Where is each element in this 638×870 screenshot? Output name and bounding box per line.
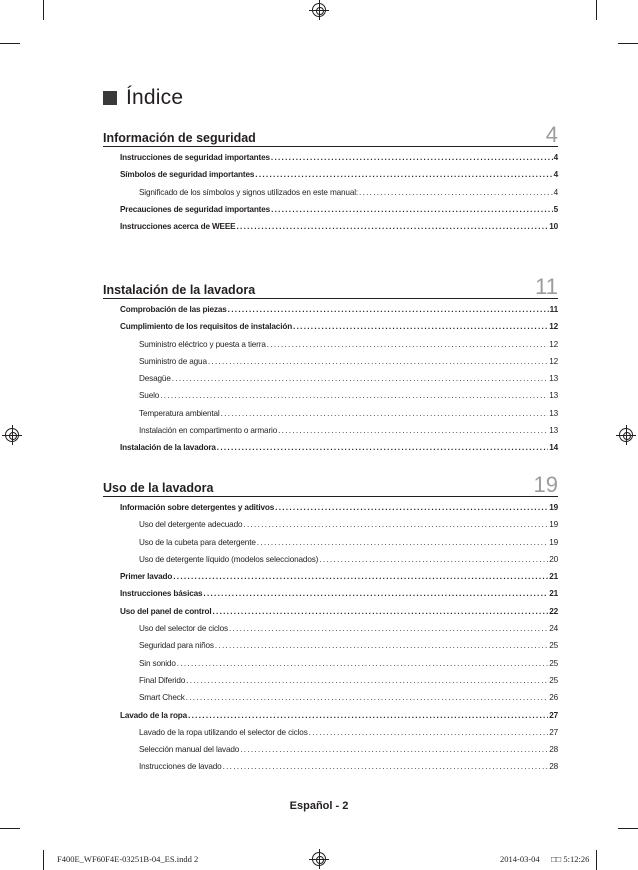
toc-entry[interactable] <box>103 340 558 357</box>
dot-leader <box>208 357 548 366</box>
dot-leader <box>186 693 549 702</box>
toc-entry[interactable] <box>103 357 558 374</box>
toc-entry-label: Suelo <box>139 391 160 401</box>
toc-entry-page: 28 <box>549 762 558 772</box>
dot-leader <box>186 676 548 685</box>
toc-entry-label: Instalación de la lavadora <box>120 443 216 453</box>
dot-leader <box>319 555 548 564</box>
toc-entry-page: 4 <box>553 170 558 180</box>
dot-leader <box>173 572 548 581</box>
slug-time: □□ 5:12:26 <box>551 854 590 864</box>
dot-leader <box>255 170 552 179</box>
toc-entry-label: Instrucciones de lavado <box>139 762 222 772</box>
toc-entry[interactable] <box>103 693 558 710</box>
heading-square-icon <box>103 91 117 105</box>
toc-section-instalacion <box>103 274 558 461</box>
toc-entry[interactable] <box>103 641 558 658</box>
dot-leader <box>275 503 548 512</box>
toc-entry-page: 12 <box>549 339 558 349</box>
dot-leader <box>271 153 553 162</box>
toc-entry-page: 25 <box>549 675 558 685</box>
toc-entry-page: 19 <box>549 537 558 547</box>
dot-leader <box>236 222 548 231</box>
section-header <box>103 472 558 497</box>
toc-entry-label: Lavado de la ropa utilizando el selector de ciclos <box>139 727 308 737</box>
dot-leader <box>271 205 553 214</box>
crop-mark-top-right-v <box>596 0 597 20</box>
slug-file: F400E_WF60F4E-03251B-04_ES.indd 2 <box>57 854 199 864</box>
dot-leader <box>278 426 548 435</box>
toc-entry[interactable] <box>103 520 558 537</box>
toc-entry-page: 4 <box>553 153 558 162</box>
toc-entry-page: 19 <box>549 503 558 512</box>
section-entries <box>103 153 558 239</box>
dot-leader <box>309 728 549 737</box>
toc-entry[interactable] <box>103 728 558 745</box>
toc-entry-label: Símbolos de seguridad importantes <box>120 170 255 180</box>
toc-entry-page: 20 <box>549 554 558 564</box>
dot-leader <box>267 340 548 349</box>
crop-mark-bottom-left-h <box>0 828 20 829</box>
dot-leader <box>212 607 548 616</box>
toc-entry-page: 21 <box>549 589 558 599</box>
toc-entry-page: 25 <box>549 641 558 651</box>
section-header <box>103 274 558 299</box>
toc-entry-label: Instrucciones acerca de WEEE <box>120 222 236 232</box>
dot-leader <box>359 188 553 197</box>
toc-entry-page: 22 <box>549 606 558 616</box>
toc-entry[interactable] <box>103 538 558 555</box>
slug-date: 2014-03-04 <box>500 854 540 864</box>
registration-mark-icon <box>619 428 633 442</box>
crop-mark-bottom-right-h <box>618 828 638 829</box>
toc-entry-page: 26 <box>549 693 558 703</box>
toc-entry[interactable] <box>103 607 558 624</box>
toc-entry-label: Cumplimiento de los requisitos de instalación <box>120 322 293 332</box>
toc-entry[interactable] <box>103 322 558 339</box>
toc-entry-label: Uso del detergente adecuado <box>139 520 243 530</box>
toc-entry[interactable] <box>103 305 558 322</box>
toc-entry-page: 5 <box>553 204 558 214</box>
toc-entry-label: Uso de detergente líquido (modelos seleccionados) <box>139 554 319 564</box>
toc-entry-label: Instalación en compartimento o armario <box>139 426 278 436</box>
toc-entry-label: Sin sonido <box>139 658 176 668</box>
toc-entry-label: Seguridad para niños <box>139 641 214 651</box>
toc-entry[interactable] <box>103 762 558 779</box>
toc-entry-page: 13 <box>549 408 558 418</box>
registration-mark-icon <box>312 3 326 17</box>
toc-entry[interactable] <box>103 153 558 170</box>
page-footer: Español - 2 <box>289 800 349 812</box>
dot-leader <box>203 589 548 598</box>
section-page-number: 4 <box>545 122 558 147</box>
toc-heading <box>103 86 183 110</box>
toc-title: Índice <box>126 86 184 109</box>
toc-entry[interactable] <box>103 745 558 762</box>
crop-mark-top-right-h <box>618 43 638 44</box>
toc-section-uso <box>103 472 558 780</box>
registration-mark-icon <box>5 428 19 442</box>
toc-entry-label: Final Diferido <box>139 675 186 685</box>
dot-leader <box>188 711 548 720</box>
toc-entry-label: Uso del panel de control <box>120 606 212 616</box>
toc-entry-label: Primer lavado <box>120 572 173 582</box>
section-title: Información de seguridad <box>103 131 256 145</box>
toc-entry-label: Precauciones de seguridad importantes <box>120 204 271 214</box>
toc-entry-page: 12 <box>549 356 558 366</box>
crop-mark-bottom-right-v <box>596 850 597 870</box>
toc-entry-label: Comprobación de las piezas <box>120 305 227 314</box>
section-title: Uso de la lavadora <box>103 481 214 495</box>
toc-entry-page: 21 <box>549 572 558 582</box>
toc-entry-label: Temperatura ambiental <box>139 408 220 418</box>
toc-entry[interactable] <box>103 589 558 606</box>
dot-leader <box>293 322 548 331</box>
toc-entry-label: Selección manual del lavado <box>139 745 240 755</box>
toc-entry-label: Lavado de la ropa <box>120 710 188 720</box>
toc-entry-label: Suministro de agua <box>139 356 207 366</box>
toc-entry-page: 27 <box>549 710 558 720</box>
dot-leader <box>172 374 548 383</box>
section-page-number: 11 <box>535 274 558 299</box>
dot-leader <box>160 391 548 400</box>
toc-entry-page: 12 <box>549 322 558 332</box>
section-entries <box>103 305 558 461</box>
section-entries <box>103 503 558 780</box>
crop-mark-top-left-h <box>0 43 20 44</box>
toc-entry[interactable] <box>103 205 558 222</box>
toc-entry-label: Suministro eléctrico y puesta a tierra <box>139 339 266 349</box>
dot-leader <box>257 538 548 547</box>
toc-entry[interactable] <box>103 222 558 239</box>
toc-entry[interactable] <box>103 426 558 443</box>
toc-entry[interactable] <box>103 572 558 589</box>
toc-entry[interactable] <box>103 443 558 460</box>
toc-entry-page: 19 <box>549 520 558 530</box>
toc-entry-label: Uso de la cubeta para detergente <box>139 537 256 547</box>
dot-leader <box>229 624 548 633</box>
dot-leader <box>177 659 548 668</box>
toc-entry[interactable] <box>103 624 558 641</box>
toc-entry-page: 13 <box>549 391 558 401</box>
section-title: Instalación de la lavadora <box>103 283 256 297</box>
toc-entry[interactable] <box>103 555 558 572</box>
toc-entry-page: 13 <box>549 426 558 436</box>
toc-entry[interactable] <box>103 374 558 391</box>
toc-entry-page: 10 <box>549 222 558 232</box>
toc-entry-page: 27 <box>549 727 558 737</box>
toc-entry-page: 13 <box>549 374 558 384</box>
section-header <box>103 122 558 147</box>
toc-entry[interactable] <box>103 659 558 676</box>
toc-entry[interactable] <box>103 711 558 728</box>
registration-mark-icon <box>312 852 326 866</box>
toc-entry-page: 25 <box>549 658 558 668</box>
dot-leader <box>243 520 548 529</box>
toc-entry-page: 28 <box>549 745 558 755</box>
toc-entry[interactable] <box>103 503 558 520</box>
dot-leader <box>215 641 548 650</box>
dot-leader <box>217 443 548 452</box>
toc-entry-page: 24 <box>549 624 558 634</box>
toc-entry-label: Uso del selector de ciclos <box>139 624 228 634</box>
dot-leader <box>240 745 548 754</box>
toc-entry-page: 4 <box>553 187 558 197</box>
toc-entry-label: Instrucciones de seguridad importantes <box>120 153 270 162</box>
toc-entry-label: Smart Check <box>139 693 185 703</box>
crop-mark-top-left-v <box>43 0 44 20</box>
toc-entry[interactable] <box>103 409 558 426</box>
toc-entry[interactable] <box>103 170 558 187</box>
toc-entry[interactable] <box>103 391 558 408</box>
toc-entry[interactable] <box>103 188 558 205</box>
toc-entry[interactable] <box>103 676 558 693</box>
dot-leader <box>221 409 549 418</box>
toc-entry-page: 11 <box>549 305 558 314</box>
crop-mark-bottom-left-v <box>43 850 44 870</box>
dot-leader <box>228 305 549 314</box>
toc-entry-label: Significado de los símbolos y signos utilizados en este manual: <box>139 187 359 197</box>
section-page-number: 19 <box>533 472 558 497</box>
toc-entry-page: 14 <box>549 443 558 453</box>
toc-entry-label: Desagüe <box>139 374 171 384</box>
dot-leader <box>223 762 549 771</box>
toc-section-seguridad <box>103 122 558 239</box>
toc-entry-label: Información sobre detergentes y aditivos <box>120 503 275 512</box>
toc-entry-label: Instrucciones básicas <box>120 589 203 599</box>
